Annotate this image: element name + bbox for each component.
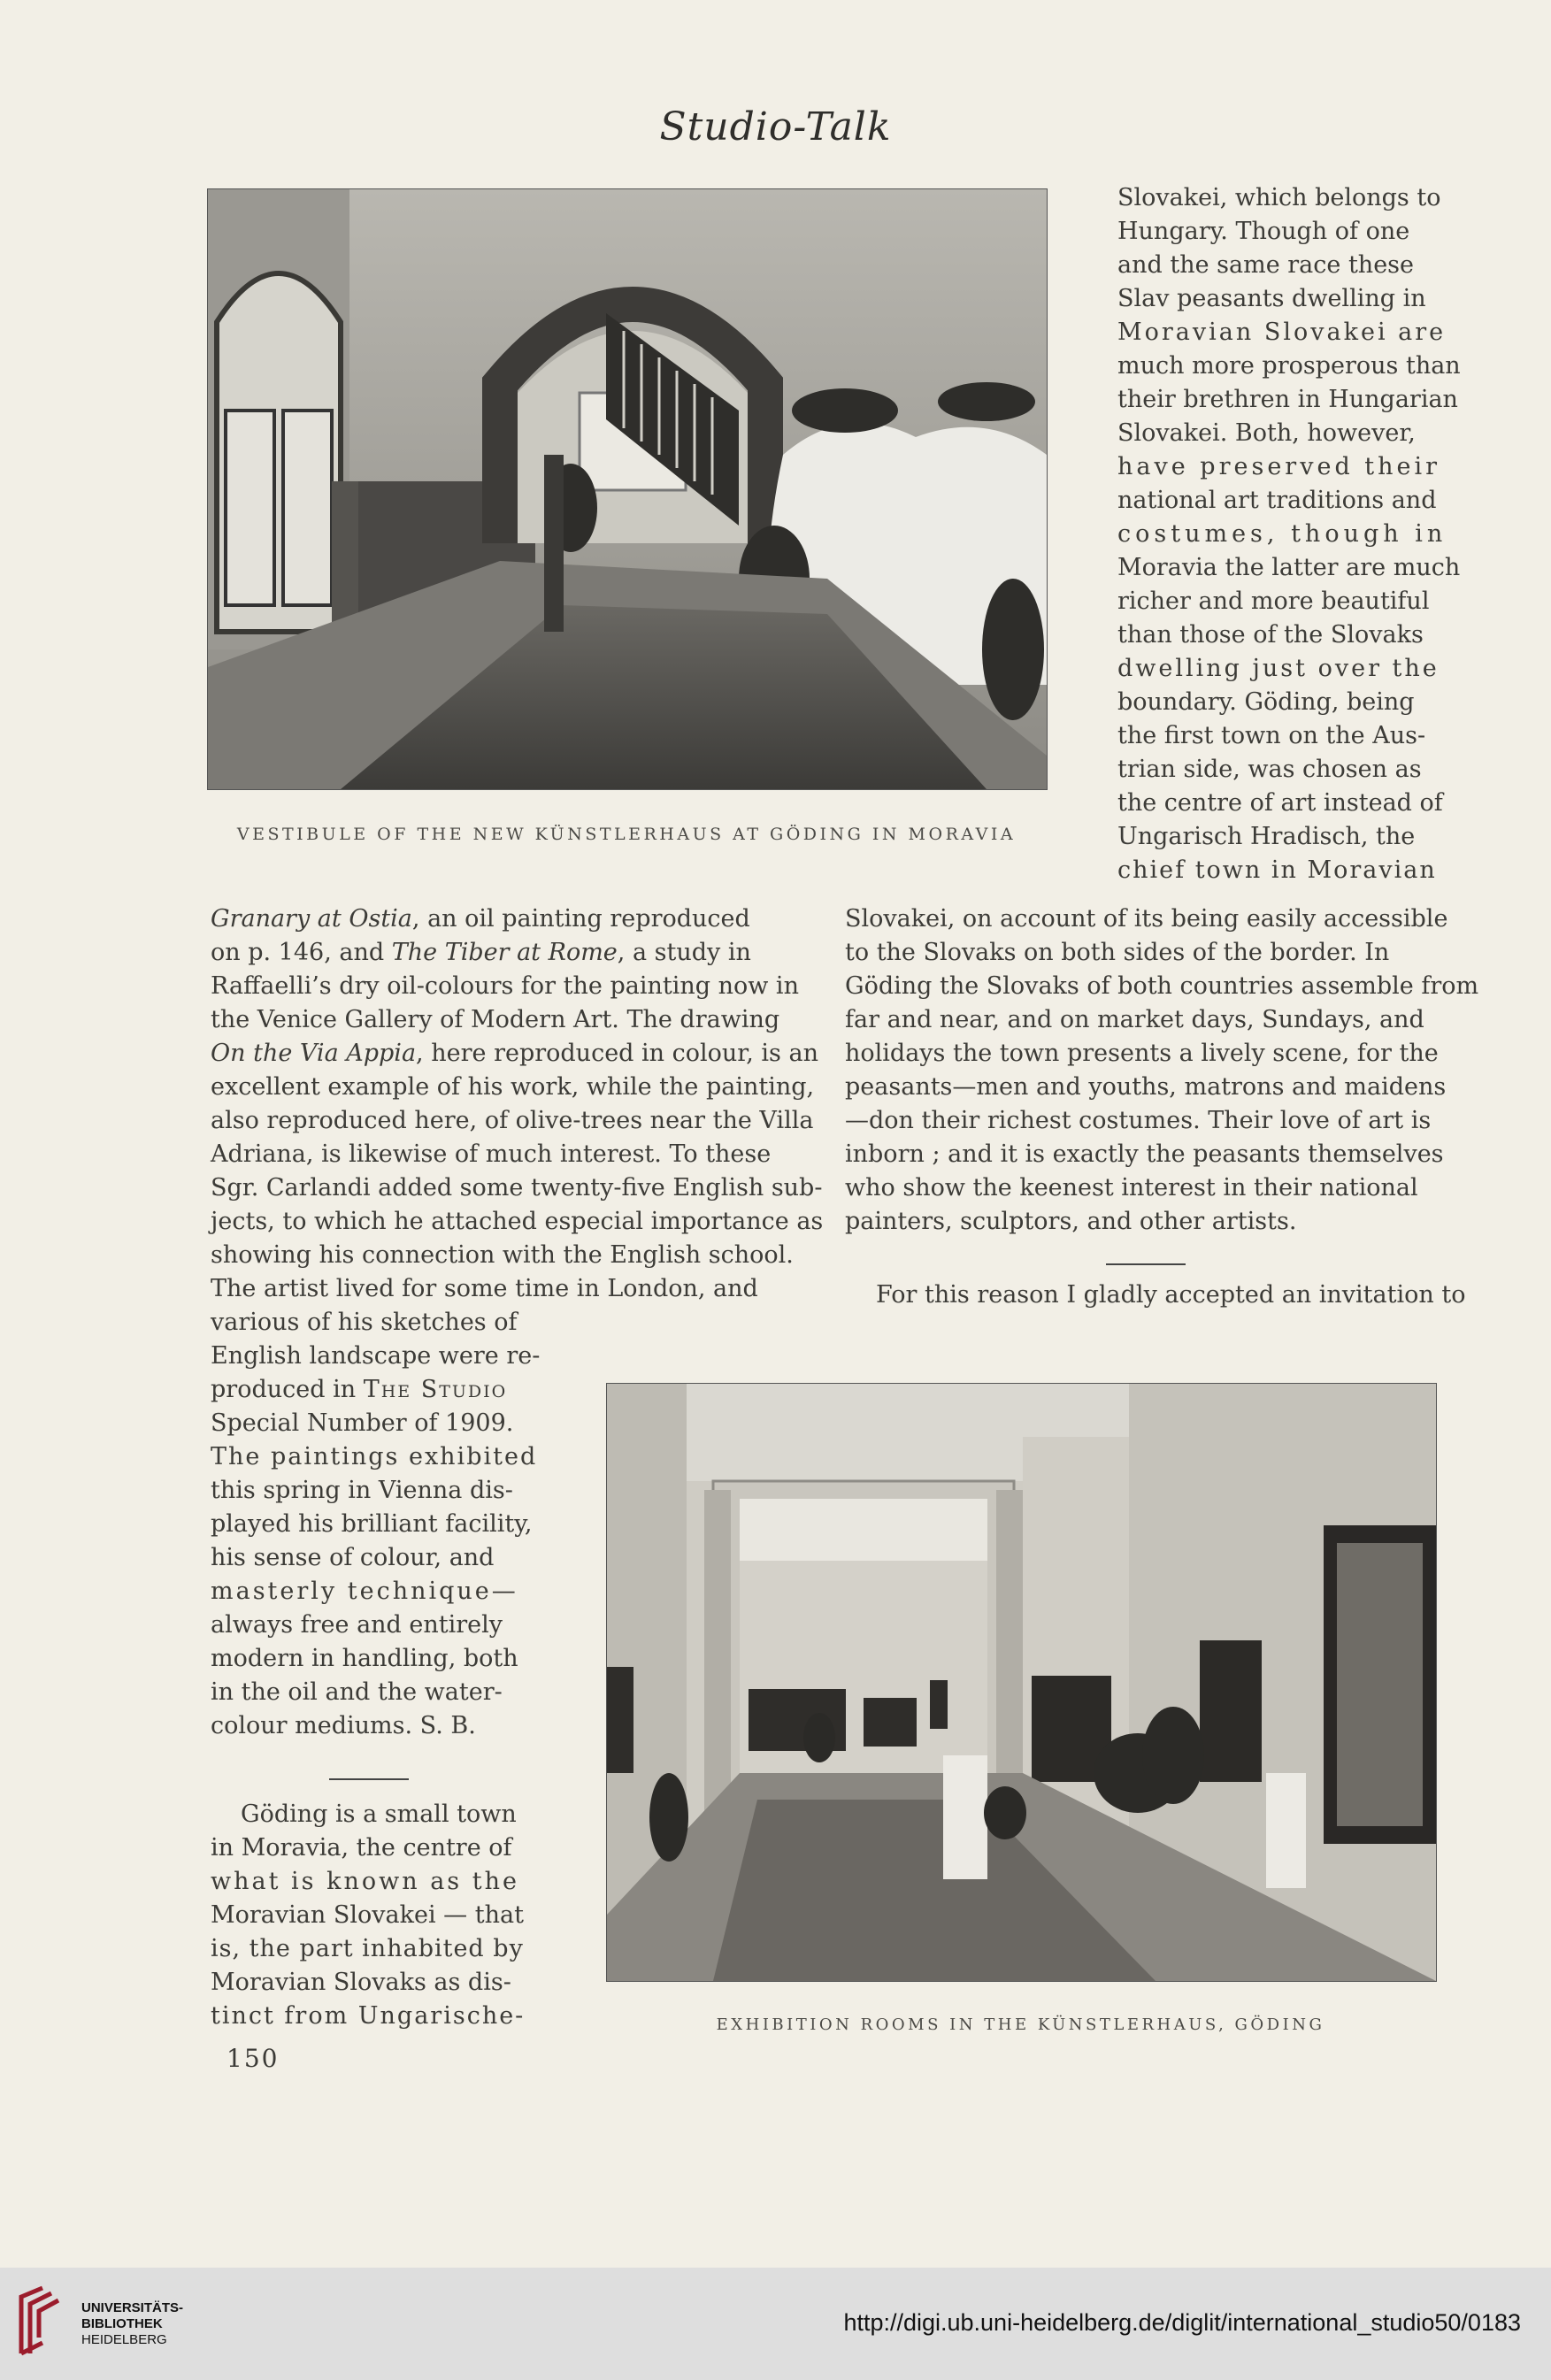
text-line: modern in handling, both xyxy=(211,1645,518,1672)
left-column-full xyxy=(211,902,824,1306)
italic-title: The Tiber at Rome xyxy=(391,939,618,966)
library-logo-icon[interactable] xyxy=(16,2284,62,2357)
text-line: the Venice Gallery of Modern Art. The drawing xyxy=(211,1006,780,1033)
text-line: painters, sculptors, and other artists. xyxy=(845,1208,1297,1235)
text-line: Moravia the latter are much xyxy=(1117,554,1461,581)
text-line: Moravian Slovakei — that xyxy=(211,1901,524,1929)
text-line: also reproduced here, of olive-trees near the Villa xyxy=(211,1107,814,1134)
text-line: tinct from Ungarische- xyxy=(211,2002,526,2030)
section-rule xyxy=(1106,1263,1186,1265)
text-line: his sense of colour, and xyxy=(211,1544,495,1571)
library-name: UNIVERSITÄTS- BIBLIOTHEK HEIDELBERG xyxy=(81,2300,184,2347)
text-line: excellent example of his work, while the painting, xyxy=(211,1073,815,1101)
text-line: Slovakei, which belongs to xyxy=(1117,184,1441,211)
text-line: national art traditions and xyxy=(1117,487,1437,514)
text-line: played his brilliant facility, xyxy=(211,1510,533,1538)
text-line: Moravian Slovakei are xyxy=(1117,319,1447,346)
text-line: produced in The Studio xyxy=(211,1376,508,1403)
text-line: jects, to which he attached especial importance as xyxy=(211,1208,824,1235)
text-line: colour mediums. S. B. xyxy=(211,1712,476,1739)
text-line: on p. 146, and The Tiber at Rome, a study in xyxy=(211,939,751,966)
text-line: Göding the Slovaks of both countries assemble from xyxy=(845,972,1479,1000)
text-line: far and near, and on market days, Sundays, and xyxy=(845,1006,1424,1033)
text-line: Ungarisch Hradisch, the xyxy=(1117,823,1416,850)
section-rule xyxy=(329,1778,409,1780)
text-line: what is known as the xyxy=(211,1868,519,1895)
text-line: Raffaelli’s dry oil-colours for the painting now in xyxy=(211,972,799,1000)
italic-title: Granary at Ostia xyxy=(211,905,412,933)
running-head: Studio-Talk xyxy=(659,104,892,150)
left-column-narrow xyxy=(211,1306,541,1743)
text-line: have preserved their xyxy=(1117,453,1441,480)
text-line: Granary at Ostia, an oil painting reproduced xyxy=(211,905,750,933)
text-line: who show the keenest interest in their national xyxy=(845,1174,1418,1202)
text-line: Sgr. Carlandi added some twenty-five English sub- xyxy=(211,1174,823,1202)
text-line: English landscape were re- xyxy=(211,1342,541,1370)
magazine-name: The Studio xyxy=(363,1376,508,1403)
left-column-goding xyxy=(211,1798,527,2033)
text-line: than those of the Slovaks xyxy=(1117,621,1424,649)
text-line: showing his connection with the English school. xyxy=(211,1241,794,1269)
page-number: 150 xyxy=(227,2044,280,2073)
text-line: inborn ; and it is exactly the peasants themselves xyxy=(845,1140,1444,1168)
text-line: Göding is a small town xyxy=(241,1800,517,1828)
text-line: boundary. Göding, being xyxy=(1117,688,1415,716)
text-line: this spring in Vienna dis- xyxy=(211,1477,513,1504)
text-line: to the Slovaks on both sides of the border. In xyxy=(845,939,1390,966)
text-line: The paintings exhibited xyxy=(211,1443,538,1470)
text-line: is, the part inhabited by xyxy=(211,1935,524,1962)
exhibition-photo xyxy=(606,1383,1437,1982)
text-line: —don their richest costumes. Their love of art is xyxy=(845,1107,1432,1134)
exhibition-illustration xyxy=(607,1384,1436,1981)
text-line: Slovakei, on account of its being easily accessible xyxy=(845,905,1448,933)
right-column-mid xyxy=(845,902,1479,1239)
text-line: much more prosperous than xyxy=(1117,352,1461,380)
text-line: Adriana, is likewise of much interest. To these xyxy=(211,1140,772,1168)
right-column-top xyxy=(1117,181,1461,887)
text-line: masterly technique— xyxy=(211,1578,518,1605)
text-line: peasants—men and youths, matrons and maidens xyxy=(845,1073,1447,1101)
exhibition-caption: EXHIBITION ROOMS IN THE KÜNSTLERHAUS, GÖDING xyxy=(716,2015,1325,2034)
text-line: and the same race these xyxy=(1117,251,1415,279)
text-line: richer and more beautiful xyxy=(1117,587,1430,615)
text-line: the first town on the Aus- xyxy=(1117,722,1426,749)
text-line: holidays the town presents a lively scene, for the xyxy=(845,1040,1439,1067)
text-line: costumes, though in xyxy=(1117,520,1447,548)
text-line: trian side, was chosen as xyxy=(1117,756,1422,783)
text-line: Moravian Slovaks as dis- xyxy=(211,1969,511,1996)
text-line: in the oil and the water- xyxy=(211,1678,503,1706)
text-line: Slav peasants dwelling in xyxy=(1117,285,1426,312)
text-line: The artist lived for some time in London, and xyxy=(211,1275,758,1302)
text-line: dwelling just over the xyxy=(1117,655,1440,682)
text-line: For this reason I gladly accepted an invitation to xyxy=(876,1281,1466,1309)
text-line: in Moravia, the centre of xyxy=(211,1834,512,1862)
text-line: Slovakei. Both, however, xyxy=(1117,419,1416,447)
vestibule-caption: VESTIBULE OF THE NEW KÜNSTLERHAUS AT GÖDING IN MORAVIA xyxy=(236,825,1017,844)
text-line: chief town in Moravian xyxy=(1117,856,1437,884)
text-line: their brethren in Hungarian xyxy=(1117,386,1458,413)
italic-title: On the Via Appia xyxy=(211,1040,417,1067)
text-line: the centre of art instead of xyxy=(1117,789,1443,817)
text-line: On the Via Appia, here reproduced in colour, is an xyxy=(211,1040,818,1067)
text-line: always free and entirely xyxy=(211,1611,503,1639)
text-line: various of his sketches of xyxy=(211,1309,518,1336)
text-line: Special Number of 1909. xyxy=(211,1409,514,1437)
vestibule-photo xyxy=(207,188,1048,790)
vestibule-illustration xyxy=(208,189,1047,789)
source-url-link[interactable]: http://digi.ub.uni-heidelberg.de/diglit/international_studio50/0183 xyxy=(843,2309,1521,2336)
text-line: Hungary. Though of one xyxy=(1117,218,1410,245)
